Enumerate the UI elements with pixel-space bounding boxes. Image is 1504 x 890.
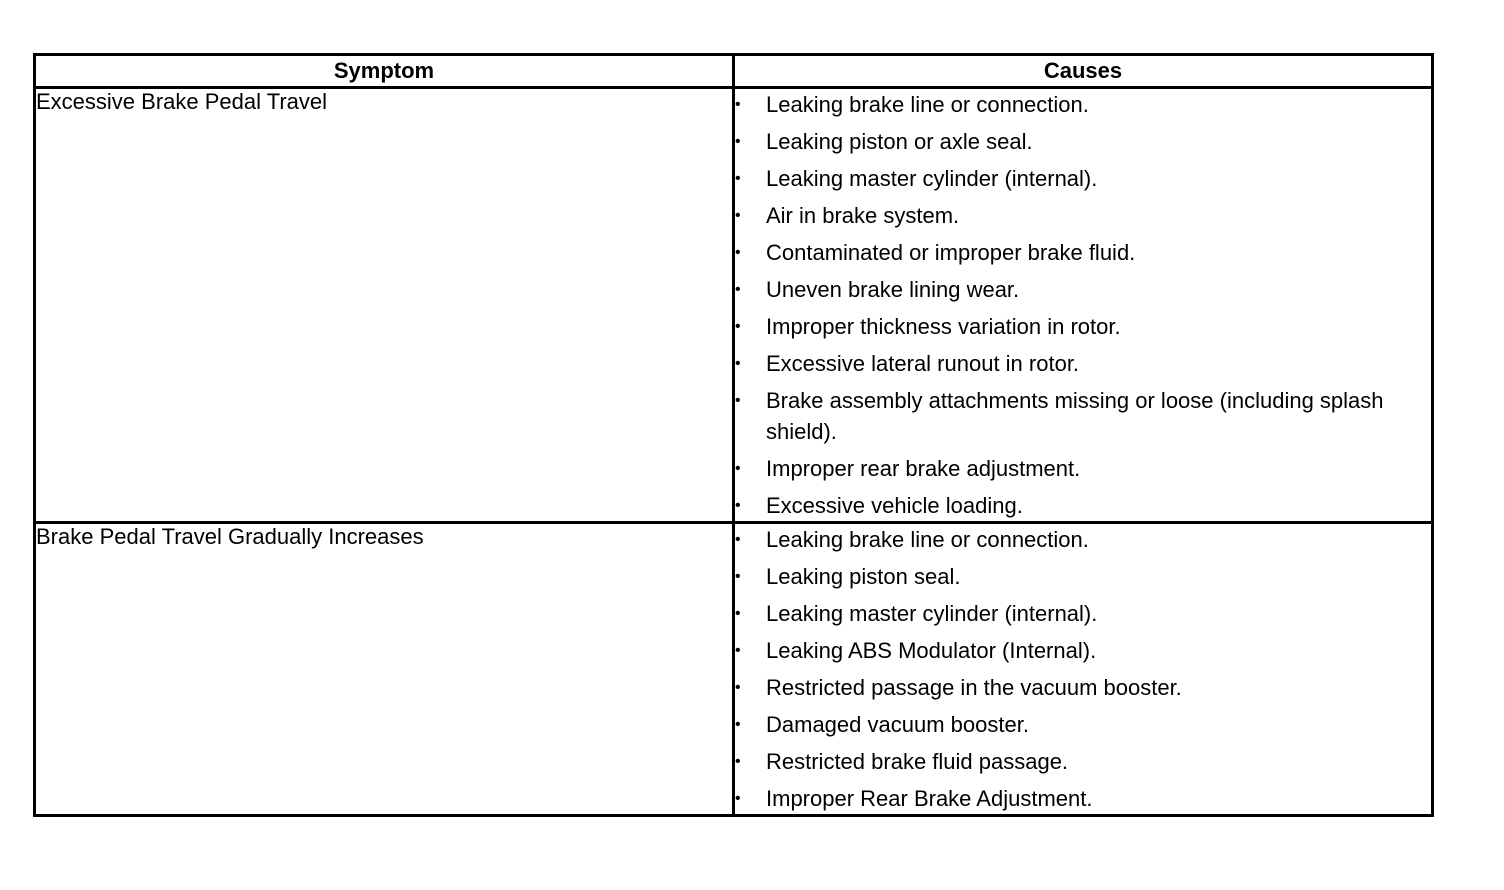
list-item: • Uneven brake lining wear.: [735, 274, 1431, 305]
list-item: • Leaking master cylinder (internal).: [735, 598, 1431, 629]
list-item: • Leaking brake line or connection.: [735, 524, 1431, 555]
list-item: • Air in brake system.: [735, 200, 1431, 231]
list-item: • Damaged vacuum booster.: [735, 709, 1431, 740]
list-item: • Excessive lateral runout in rotor.: [735, 348, 1431, 379]
symptom-cell: Brake Pedal Travel Gradually Increases: [35, 523, 734, 816]
list-item: • Improper thickness variation in rotor.: [735, 311, 1431, 342]
list-item: • Improper rear brake adjustment.: [735, 453, 1431, 484]
header-row: [35, 55, 1433, 88]
table-row: [35, 523, 1433, 816]
list-item: • Leaking piston seal.: [735, 561, 1431, 592]
list-item: • Leaking brake line or connection.: [735, 89, 1431, 120]
list-item: • Leaking piston or axle seal.: [735, 126, 1431, 157]
diagnosis-table: [33, 53, 1434, 817]
table-row: [35, 88, 1433, 523]
causes-cell: [734, 523, 1433, 816]
list-item: • Restricted passage in the vacuum booster.: [735, 672, 1431, 703]
symptom-cell: Excessive Brake Pedal Travel: [35, 88, 734, 523]
list-item: • Restricted brake fluid passage.: [735, 746, 1431, 777]
symptom-header: Symptom: [35, 55, 734, 88]
cause-list: [735, 524, 1431, 814]
list-item: • Contaminated or improper brake fluid.: [735, 237, 1431, 268]
list-item: • Improper Rear Brake Adjustment.: [735, 783, 1431, 814]
causes-cell: [734, 88, 1433, 523]
list-item: • Leaking ABS Modulator (Internal).: [735, 635, 1431, 666]
cause-list: [735, 89, 1431, 521]
list-item: • Excessive vehicle loading.: [735, 490, 1431, 521]
causes-header: Causes: [734, 55, 1433, 88]
list-item: • Brake assembly attachments missing or loose (including splash shield).: [735, 385, 1431, 447]
list-item: • Leaking master cylinder (internal).: [735, 163, 1431, 194]
